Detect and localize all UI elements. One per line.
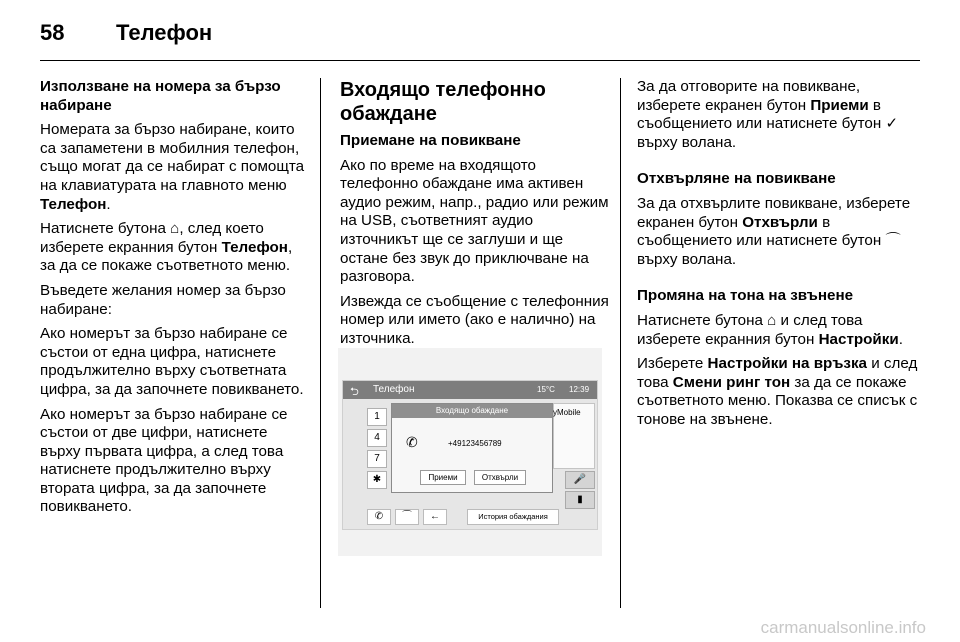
backspace-icon: ← [423,509,447,525]
reject-button: Отхвърли [474,470,526,485]
text: , след което изберете екранния бутон [40,220,264,256]
bold-text: Настройки на връзка [707,355,867,373]
mute-icon: 🎤 [565,471,595,489]
bold-text: Приеми [810,96,869,114]
keypad-key: 1 [367,408,387,426]
clock: 12:39 [569,385,590,394]
caller-number: +49123456789 [448,439,502,448]
speed-dial-heading: Използване на номера за бързо набиране [40,78,281,114]
accept-call-icon: ✓ [885,115,899,133]
incoming-call-screenshot [338,348,602,556]
column-1 [40,78,310,523]
call-icon: ✆ [367,509,391,525]
text: За да отхвърлите повикване, изберете екранен бутон [637,194,911,231]
incoming-call-title: Входящо телефонно обаждане [340,79,546,125]
home-icon: ⌂ [767,311,777,329]
accept-call-heading: Приемане на повикване [340,132,521,149]
text: Изберете [637,355,708,373]
call-history-button: История обаждания [467,509,559,525]
bold-text: Отхвърли [742,213,818,231]
text: . [898,330,903,348]
speed-dial-one-digit: Ако номерът за бързо набиране се състои от една цифра, натиснете продължително върху съответната цифра, за да започнете повикването. [40,325,304,398]
text: в съобщението или натиснете бутон [637,96,886,133]
text: върху волана. [637,250,737,268]
text: и след това изберете екранния бутон [637,311,863,348]
reject-call-icon: ⌒ [885,232,901,250]
device-name-label: yMobile [553,408,581,417]
bold-text: Смени ринг тон [672,373,791,391]
page-title: Телефон [116,20,213,45]
page-header [40,20,212,48]
ringtone-step-1 [637,312,927,349]
phone-icon: ✆ [406,434,418,450]
header-rule [40,60,920,61]
incoming-call-message: Извежда се съобщение с телефонния номер или името (ако е налично) на източника. [340,292,609,347]
bold-text: Телефон [40,195,107,213]
ringtone-step-2 [637,355,927,429]
watermark: carmanualsonline.info [760,618,926,637]
text: . [106,195,111,213]
text: Номерата за бързо набиране, които са запаметени в мобилния телефон, също могат да се набират с помощта на клавиатурата на главното меню [40,121,305,194]
screen-top-bar [343,381,597,399]
page-number: 58 [40,20,65,45]
temperature: 15°C [537,385,555,394]
keypad-key: 4 [367,429,387,447]
ringtone-heading: Промяна на тона на звънене [637,287,854,305]
speed-dial-two-digit: Ако номерът за бързо набиране се състои от две цифри, натиснете върху първата цифра, а след това натиснете продължително върху втората цифра, за да започнете повикването. [40,405,288,516]
speed-dial-step-2: Въведете желания номер за бързо набиране: [40,281,286,318]
back-icon: ⮌ [350,386,359,398]
text: върху волана. [637,133,737,151]
keypad-key: 7 [367,450,387,468]
accept-button: Приеми [420,470,466,485]
reject-call-text [637,195,927,269]
infotainment-screen [342,380,598,530]
incoming-call-popup [391,403,553,493]
column-2 [340,78,610,355]
bold-text: Телефон [221,238,288,256]
text: За да отговорите на повикване, изберете екранен бутон [637,78,861,114]
column-3 [637,78,927,436]
text: Натиснете бутона [637,311,768,329]
screen-title: Телефон [373,384,415,395]
hang-up-icon: ⌒ [395,509,419,525]
speed-dial-step-1 [40,220,310,276]
incoming-call-text: Ако по време на входящото телефонно обаждане има активен аудио режим, напр., радио или режим на USB, съответният аудио източникът ще се заглуши и ще остане без звук до приключване на разговора. [340,156,609,286]
accept-call-text [637,78,927,152]
text: , за да се покаже съответното меню. [40,238,293,275]
text: за да се покаже съответното меню. Показва се списък с тонове на звънене. [637,373,918,428]
speed-dial-intro [40,121,310,214]
keypad-key: ✱ [367,471,387,489]
home-icon: ⌂ [170,220,180,238]
handset-icon: ▮ [565,491,595,509]
bold-text: Настройки [818,330,899,348]
text: и след това [637,355,918,391]
popup-title: Входящо обаждане [392,404,552,418]
reject-call-heading: Отхвърляне на повикване [637,170,836,188]
column-divider-1 [320,78,321,608]
text: Натиснете бутона [40,220,171,238]
column-divider-2 [620,78,621,608]
text: в съобщението или натиснете бутон [637,213,886,250]
